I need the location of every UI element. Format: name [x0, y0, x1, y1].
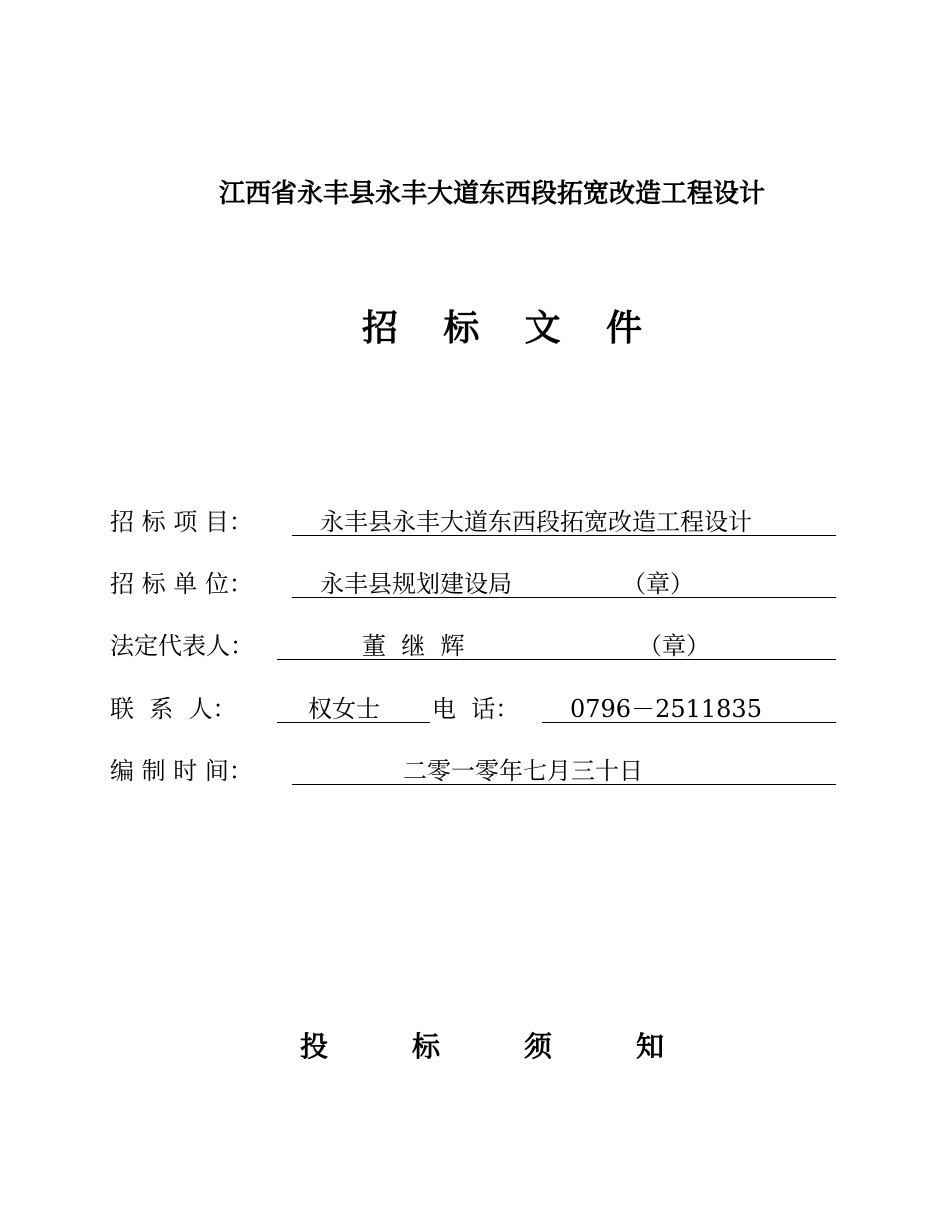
- field-unit-seal: （章）: [622, 570, 694, 598]
- document-title-char: 标: [443, 308, 480, 349]
- footer-title-char: 标: [411, 1030, 440, 1063]
- document-title-char: 文: [524, 308, 561, 349]
- field-contact: [110, 689, 836, 729]
- field-unit: [110, 564, 836, 604]
- project-title: 江西省永丰县永丰大道东西段拓宽改造工程设计: [218, 179, 765, 209]
- document-title-char: 件: [605, 308, 642, 349]
- field-legal-rep-seal: （章）: [638, 632, 710, 660]
- field-legal-rep-value: 董 继 辉: [362, 632, 465, 660]
- field-date-label: 编 制 时 间：: [110, 757, 253, 785]
- field-unit-value: 永丰县规划建设局: [320, 570, 512, 598]
- field-date: [110, 751, 836, 791]
- bidder-instructions-title: [300, 1027, 664, 1067]
- document-title-char: 招: [362, 308, 399, 349]
- field-phone-value: 0796－2511835: [570, 695, 762, 723]
- field-project: [110, 502, 836, 542]
- field-contact-label: 联 系 人：: [110, 695, 237, 723]
- field-contact-value: 权女士: [308, 695, 380, 723]
- field-legal-rep-underline: [277, 659, 836, 660]
- footer-title-char: 投: [300, 1030, 329, 1063]
- field-legal-rep-label: 法定代表人：: [110, 632, 254, 660]
- field-unit-label: 招 标 单 位：: [110, 570, 253, 598]
- field-project-value: 永丰县永丰大道东西段拓宽改造工程设计: [320, 508, 752, 536]
- field-phone-label: 电 话：: [432, 695, 520, 723]
- footer-title-char: 须: [523, 1030, 552, 1063]
- document-title: [362, 306, 642, 352]
- footer-title-char: 知: [635, 1030, 664, 1063]
- field-date-value: 二零一零年七月三十日: [403, 757, 643, 785]
- field-legal-rep: [110, 626, 836, 666]
- field-project-label: 招 标 项 目：: [110, 508, 253, 536]
